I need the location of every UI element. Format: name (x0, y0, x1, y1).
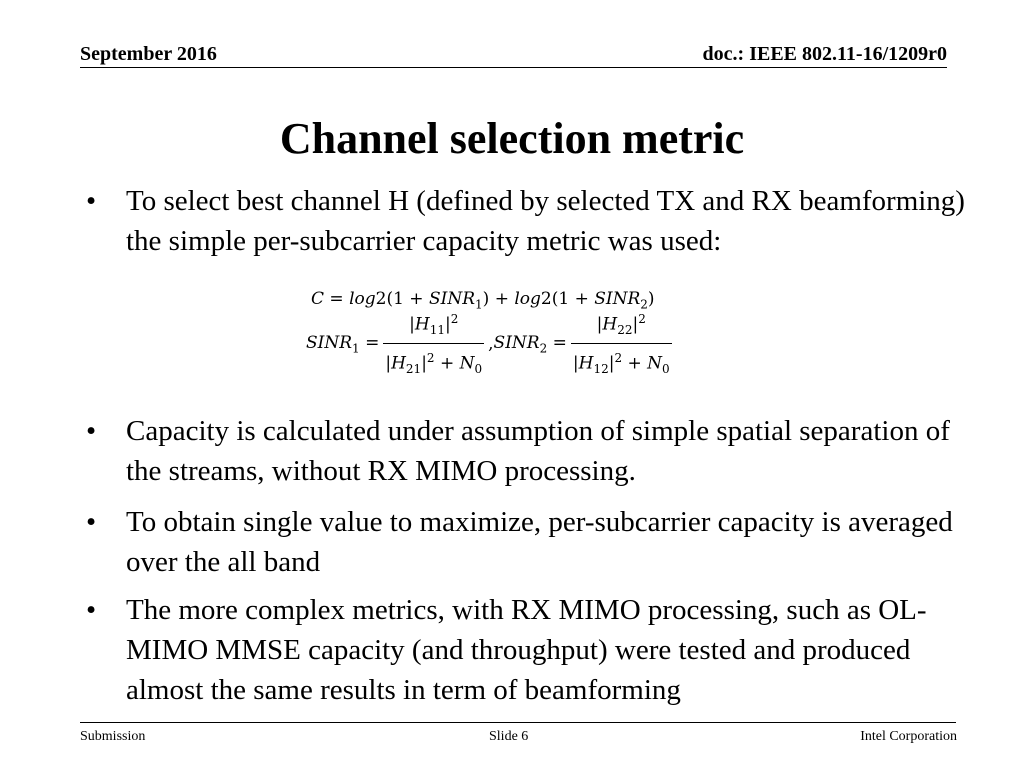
formula-comma: , (488, 334, 494, 354)
slide-title: Channel selection metric (279, 114, 745, 163)
bullet-item-1 (86, 181, 976, 261)
sinr1-denominator: $|H_{21}|^2 + N_0$ (383, 343, 484, 380)
footer-divider (80, 722, 956, 723)
footer-slide-number: Slide 6 (489, 729, 529, 744)
header-date: September 2016 (80, 43, 217, 65)
bullet-item-4 (86, 590, 976, 710)
sinr2-numerator: $|H_{22}|^2$ (596, 311, 646, 337)
sinr1-numerator: $|H_{11}|^2$ (409, 311, 459, 337)
capacity-formula: $C = \log 2(1 + SINR_1) + \log 2(1$ + $SINR_2$) (311, 289, 655, 312)
footer-company: Intel Corporation (860, 729, 957, 744)
bullet-text: Capacity is calculated under assumption of simple spatial separation of the streams, without RX MIMO processing. (126, 415, 950, 487)
bullet-glyph: • (86, 594, 97, 626)
sinr2-fraction (571, 308, 672, 380)
bullet-item-3 (86, 502, 976, 582)
sinr2-denominator: $|H_{12}|^2 + N_0$ (571, 343, 672, 380)
sinr-formula (306, 312, 676, 376)
bullet-glyph: • (86, 185, 97, 217)
sinr2-lhs: $SINR_2$ = (493, 332, 567, 356)
header-doc-id: doc.: IEEE 802.11-16/1209r0 (702, 43, 947, 65)
sinr1-fraction (383, 308, 484, 380)
bullet-glyph: • (86, 506, 97, 538)
bullet-text: To obtain single value to maximize, per-subcarrier capacity is averaged over the all band (126, 506, 953, 578)
header-divider (80, 67, 947, 68)
footer-submission: Submission (80, 729, 146, 744)
bullet-item-2 (86, 411, 976, 491)
bullet-text: The more complex metrics, with RX MIMO processing, such as OL-MIMO MMSE capacity (and throughput) were tested and produced almost the same results in term of beamforming (126, 594, 927, 706)
bullet-glyph: • (86, 415, 97, 447)
bullet-text: To select best channel H (defined by selected TX and RX beamforming) the simple per-subcarrier capacity metric was used: (126, 185, 965, 257)
sinr1-lhs: $SINR_1$ = (306, 332, 380, 356)
